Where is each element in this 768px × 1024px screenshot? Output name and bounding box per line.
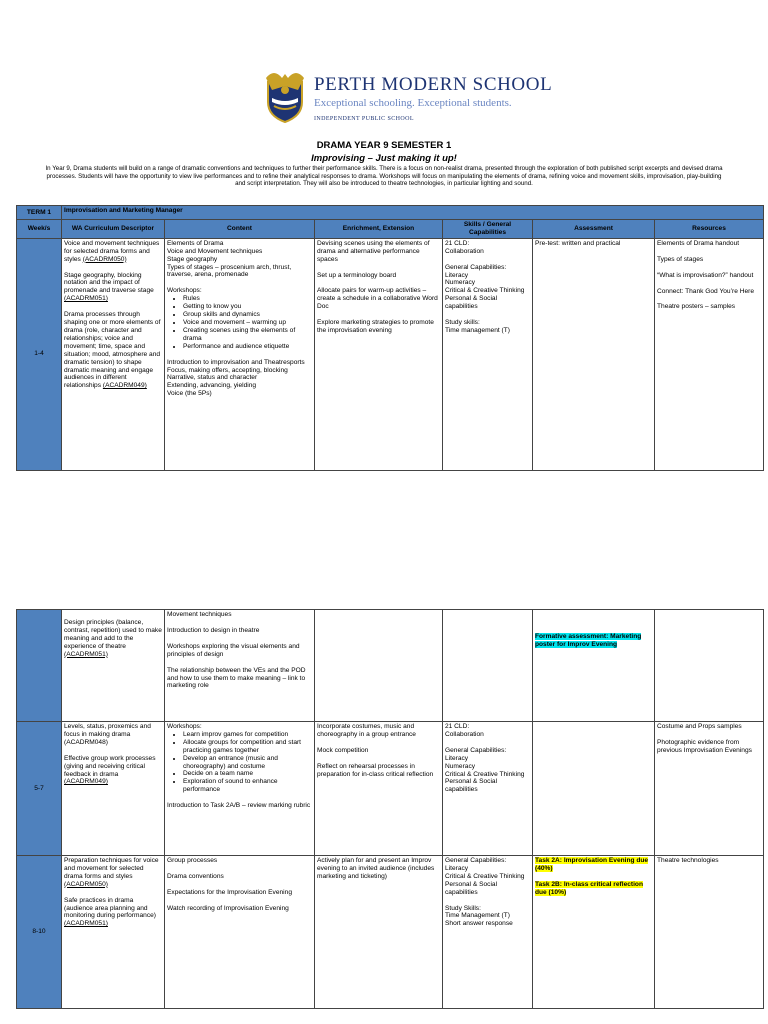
header-assessment: Assessment [533,220,655,239]
content-line: Voice (the 5Ps) [167,390,212,398]
curriculum-code: (ACADRM051) [64,920,108,928]
resources-cell [655,610,764,722]
content-line: Voice and Movement techniques [167,247,263,255]
assessment-line: Pre-test: written and practical [535,239,621,247]
intro-paragraph: In Year 9, Drama students will build on a range of dramatic conventions and techniques to further their performance skills. There is a focus on non-realist drama, presented through the exploration of both published script excerpts and devised drama processes. Students will have the opportunity to view live performances and to refine their analytical responses to drama. Workshops will focus on manipulating the elements of drama, refining voice and movement skills, improvisation, play-building and script interpretation. They will also be introduced to theatre technologies, in particular lighting and sound. [45,165,723,188]
descriptor-text: Design principles (balance, contrast, repetition) used to make meaning and add to the experience of theatre [64,619,162,650]
weeks-cell: 1-4 [17,238,62,470]
content-cell [165,238,315,470]
skills-cell [443,856,533,1009]
list-item: • Exploration of sound to enhance performance [183,778,312,794]
task-2a-highlight: Task 2A: Improvisation Evening due (40%) [535,857,649,872]
header-weeks: Week/s [17,220,62,239]
enrichment-line: Mock competition [317,746,369,754]
content-line: Narrative, status and character [167,374,258,382]
skills-line: 21 CLD: [445,239,470,247]
skills-line: Critical & Creative Thinking [445,770,525,778]
skills-cell [443,238,533,470]
content-cell [165,610,315,722]
skills-line: Literacy [445,754,469,762]
descriptor-text: Drama processes through shaping one or more elements of drama (role, character and relationships; voice and movement; time, space and situation; mood, atmosphere and dramatic tension) to shape dramatic meaning and engage audiences in different relationships [64,311,161,390]
descriptor-cell [62,238,165,470]
descriptor-text: Preparation techniques for voice and movement for selected drama forms and styles [64,857,159,880]
content-cell [165,722,315,856]
assessment-cell [533,856,655,1009]
list-item: • Decide on a team name [183,770,312,778]
skills-line: Critical & Creative Thinking [445,287,525,295]
resource-line: Costume and Props samples [657,723,742,730]
header-content: Content [165,220,315,239]
workshop-list [167,731,312,794]
skills-line: General Capabilities: [445,263,507,271]
table-row [17,610,764,722]
descriptor-text: Stage geography, blocking notation and the impact of promenade and traverse stage [64,271,154,295]
assessment-cell [533,238,655,470]
content-line: Introduction to Task 2A/B – review marking rubric [167,802,311,810]
skills-line: Numeracy [445,762,476,770]
enrichment-line: Reflect on rehearsal processes in preparation for in-class critical reflection [317,762,434,778]
content-line: Introduction to improvisation and Theatresports [167,358,305,366]
weeks-cell: 8-10 [17,856,62,1009]
content-line: Workshops: [167,287,202,295]
enrichment-line: Set up a terminology board [317,271,397,279]
formative-assessment-highlight: Formative assessment: Marketing poster for Improv Evening [535,633,642,648]
weeks-cell [17,610,62,722]
school-tagline: Exceptional schooling. Exceptional students. [314,97,512,109]
term-plan-table-2 [16,609,764,1009]
header-resources: Resources [655,220,764,239]
content-line: Elements of Drama [167,239,224,247]
curriculum-code: (ACADRM051) [64,295,108,303]
descriptor-text: Levels, status, proxemics and focus in making drama (ACADRM048) [64,723,151,746]
list-item: • Group skills and dynamics [183,311,312,319]
assessment-cell [533,722,655,856]
enrichment-cell [315,610,443,722]
list-item: • Develop an entrance (music and choreography) and costume [183,755,312,771]
curriculum-code: (ACADRM050) [64,880,108,888]
descriptor-cell [62,722,165,856]
resource-line: Theatre posters – samples [657,303,736,311]
enrichment-line: Explore marketing strategies to promote the improvisation evening [317,319,434,335]
resources-cell [655,722,764,856]
skills-line: General Capabilities: [445,857,507,864]
school-name: PERTH MODERN SCHOOL [314,74,553,95]
skills-line: Personal & Social capabilities [445,778,498,794]
content-line: Group processes [167,857,218,864]
content-line: Watch recording of Improvisation Evening [167,904,289,912]
content-line: Types of stages – proscenium arch, thrust, traverse, arena, promenade [167,263,292,279]
skills-line: Literacy [445,271,469,279]
document-subtitle: Improvising – Just making it up! [311,153,457,164]
workshop-list [167,295,312,350]
skills-line: Collaboration [445,730,484,738]
term-label: TERM 1 [17,206,62,220]
school-crest-icon [262,68,308,124]
list-item: • Allocate groups for competition and start practicing games together [183,739,312,755]
enrichment-line: Allocate pairs for warm-up activities – create a schedule in a collaborative Word Doc [317,287,438,311]
curriculum-code: (ACADRM051) [64,650,108,658]
resource-line: Types of stages [657,255,704,263]
enrichment-line: Incorporate costumes, music and choreography in a group entrance [317,723,416,738]
skills-cell [443,610,533,722]
header-skills: Skills / General Capabilities [443,220,533,239]
document-title: DRAMA YEAR 9 SEMESTER 1 [316,140,452,151]
content-line: Focus, making offers, accepting, blocking [167,366,288,374]
list-item: • Performance and audience etiquette [183,343,312,351]
skills-line: Time management (T) [445,326,510,334]
skills-line: Collaboration [445,247,484,255]
task-2b-highlight: Task 2B: In-class critical reflection due (10%) [535,880,643,896]
enrichment-cell [315,722,443,856]
skills-line: Short answer response [445,920,513,928]
curriculum-code: (ACADRM050) [82,255,127,263]
skills-line: Study skills: [445,319,480,327]
resource-line: Connect: Thank God You’re Here [657,287,755,295]
content-line: Movement techniques [167,611,232,618]
skills-cell [443,722,533,856]
content-cell [165,856,315,1009]
descriptor-text: Safe practices in drama (audience area planning and monitoring during performance) [64,896,156,920]
descriptor-text: Voice and movement techniques for selected drama forms and styles [64,239,160,263]
content-line: Extending, advancing, yielding [167,382,257,390]
school-logo [262,68,553,128]
table-row [17,238,764,470]
resource-line: Photographic evidence from previous Improvisation Evenings [657,738,752,754]
resources-cell [655,238,764,470]
curriculum-code: (ACADRM049) [64,778,108,786]
descriptor-text: Effective group work processes (giving and receiving critical feedback in drama [64,754,156,778]
resource-line: “What is improvisation?” handout [657,271,754,279]
skills-line: Critical & Creative Thinking [445,872,525,880]
skills-line: Literacy [445,864,469,872]
resources-cell [655,856,764,1009]
curriculum-code: (ACADRM049) [102,382,147,390]
resource-line: Elements of Drama handout [657,239,740,247]
term-plan-table-1 [16,205,764,471]
descriptor-cell [62,610,165,722]
school-type: INDEPENDENT PUBLIC SCHOOL [314,116,414,122]
enrichment-line: Actively plan for and present an Improv evening to an invited audience (includes marketing and ticketing) [317,857,435,880]
term-row [17,206,764,220]
skills-line: Time Management (T) [445,912,510,920]
content-line: Introduction to design in theatre [167,626,260,634]
content-line: Expectations for the Improvisation Evening [167,888,292,896]
content-line: The relationship between the VEs and the POD and how to use them to make meaning – link to marketing role [167,666,306,690]
descriptor-cell [62,856,165,1009]
term-title: Improvisation and Marketing Manager [62,206,764,220]
list-item: • Learn improv games for competition [183,731,312,739]
skills-line: Personal & Social capabilities [445,880,498,896]
table-row [17,722,764,856]
skills-line: Personal & Social capabilities [445,295,498,311]
content-line: Stage geography [167,255,218,263]
table-row [17,856,764,1009]
list-item: • Rules [183,295,312,303]
content-line: Drama conventions [167,872,224,880]
content-line: Workshops: [167,723,202,730]
skills-line: General Capabilities: [445,746,507,754]
weeks-cell: 5-7 [17,722,62,856]
list-item: • Getting to know you [183,303,312,311]
resource-line: Theatre technologies [657,857,719,864]
table-header-row [17,220,764,239]
skills-line: Study Skills: [445,904,481,912]
header-enrichment: Enrichment, Extension [315,220,443,239]
enrichment-cell [315,856,443,1009]
list-item: • Voice and movement – warming up [183,319,312,327]
header-descriptor: WA Curriculum Descriptor [62,220,165,239]
enrichment-line: Devising scenes using the elements of drama and alternative performance spaces [317,239,430,263]
assessment-cell [533,610,655,722]
list-item: • Creating scenes using the elements of drama [183,327,312,343]
skills-line: 21 CLD: [445,723,470,730]
enrichment-cell [315,238,443,470]
content-line: Workshops exploring the visual elements and principles of design [167,642,300,658]
skills-line: Numeracy [445,279,476,287]
